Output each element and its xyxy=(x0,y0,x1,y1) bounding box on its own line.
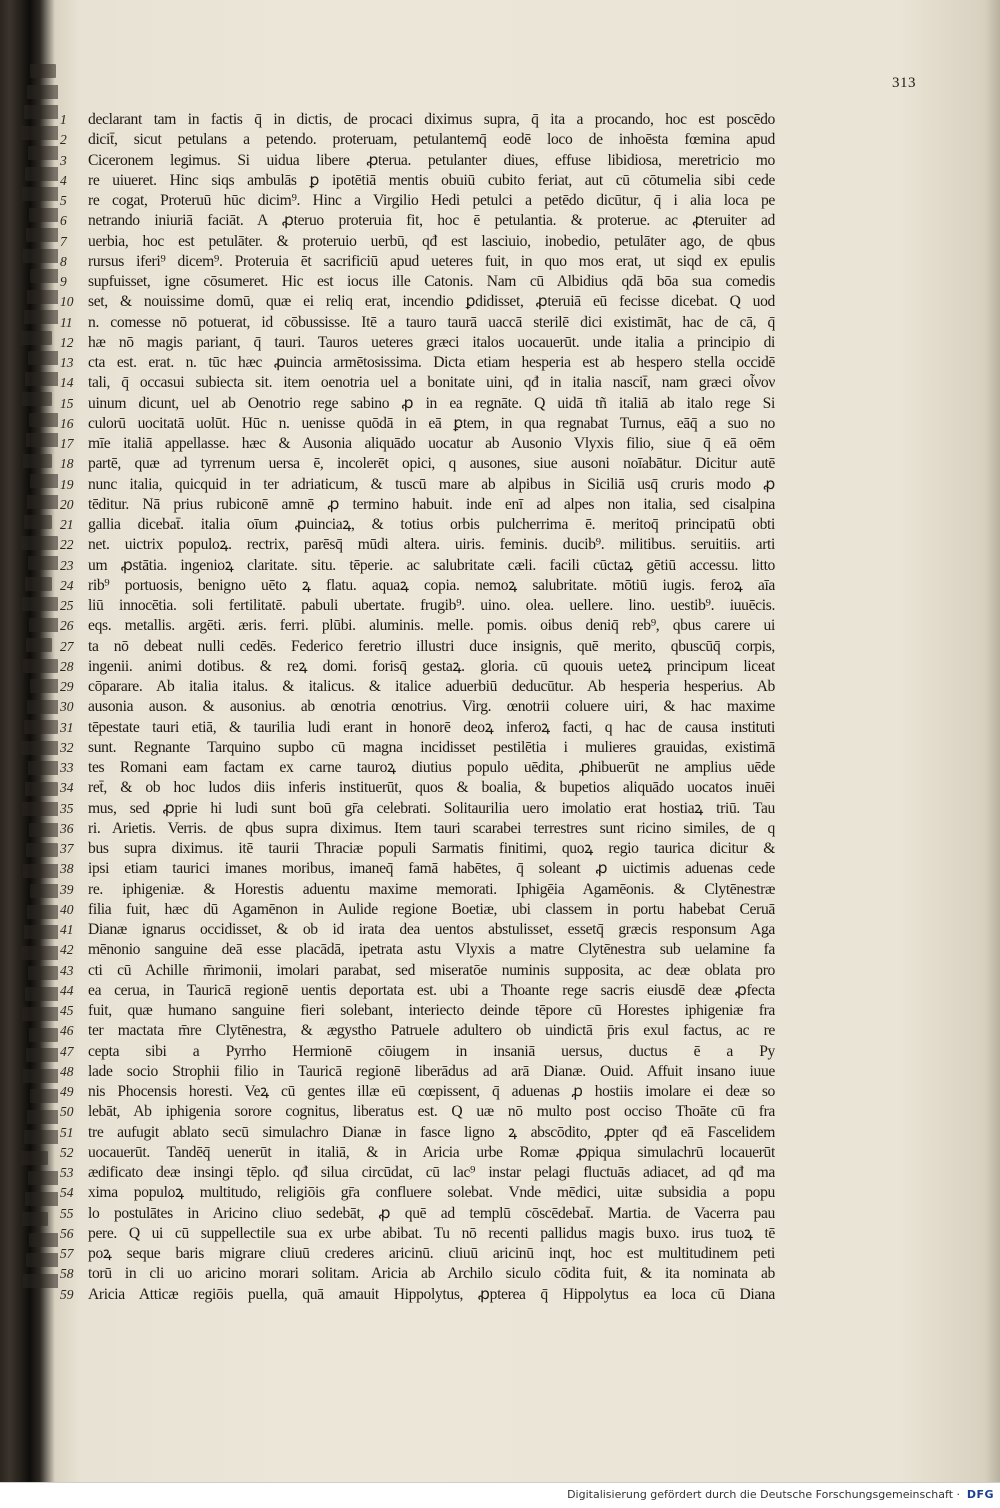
line-text: um ꝓstātia. ingenioꝝ claritate. situ. tēperie. ac salubritate cæli. facili cūctaꝝ gētiū accessu. litto xyxy=(88,556,775,574)
facing-text-fragment xyxy=(30,64,56,78)
text-line xyxy=(60,191,775,211)
line-text: ta nō debeat nulli cedēs. Federico feretrio illustri duce insignis, quē merito, qbuscūq̄ corpis, xyxy=(88,637,775,655)
text-line xyxy=(60,819,775,839)
line-text: tre aufugit ablato secū simulachro Dianæ in fasce ligno ꝝ abscōdito, ꝓpter qđ eā Fascelidem xyxy=(88,1123,775,1141)
facing-text-fragment xyxy=(30,679,58,693)
line-text: supfuisset, igne cōsumeret. Hic est iocus ille Catonis. Nam cū Albidius qdā bōa sua comedis xyxy=(88,273,775,290)
text-line xyxy=(60,1285,775,1305)
facing-text-fragment xyxy=(28,966,58,980)
text-line xyxy=(60,596,775,616)
line-number: 31 xyxy=(60,719,74,735)
facing-text-fragment xyxy=(24,1130,58,1144)
line-text: n. comesse nō potuerat, id cōbussisse. Itē a tauro taurā uaccā sterilē dici existimāt, hac de cā, q̄ xyxy=(88,313,775,331)
line-number: 52 xyxy=(60,1144,74,1160)
line-text: Dianæ ignarus occidisset, & ob id irata dea uentos abstulisset, essetq̄ græcis responsum Aga xyxy=(88,921,775,938)
line-number: 8 xyxy=(60,253,67,269)
facing-text-fragment xyxy=(28,351,58,365)
line-number: 41 xyxy=(60,922,74,937)
line-text: Ciceronem legimus. Si uidua libere ꝓterua. petulanter diues, effuse libidiosa, meretricio mo xyxy=(88,151,775,169)
line-number: 1 xyxy=(60,112,67,127)
line-number: 7 xyxy=(60,233,67,249)
line-number: 25 xyxy=(60,598,74,613)
text-line xyxy=(60,758,775,778)
facing-text-fragment xyxy=(22,187,58,201)
line-text: tali, q̄ occasui subiecta sit. item oenotria uel a bonitate uini, qđ in italia nascit̄, nam græci οἶνον xyxy=(88,374,775,392)
line-number: 18 xyxy=(60,456,74,472)
line-number: 10 xyxy=(60,294,74,310)
facing-text-fragment xyxy=(26,843,58,857)
line-number: 12 xyxy=(60,334,74,350)
line-text: cōparare. Ab italia italus. & italicus. & italice aduerbiū deducūtur. Ab hesperia hesperius. Ab xyxy=(88,678,775,695)
line-number: 50 xyxy=(60,1104,74,1120)
facing-text-fragment xyxy=(27,700,58,714)
text-line xyxy=(60,535,775,555)
line-number: 49 xyxy=(60,1084,74,1099)
text-line xyxy=(60,556,775,576)
text-line xyxy=(60,859,775,879)
line-text: ret̄, & ob hoc ludos diis inferis instituerūt, quos & boalia, & bupetios aliquādo uocatos inuēi xyxy=(88,779,775,797)
line-number: 46 xyxy=(60,1023,74,1039)
line-number: 5 xyxy=(60,193,67,208)
line-text: declarant tam in factis q̄ in dictis, de procaci diximus supra, q̄ ita a procando, hoc est poscēdo xyxy=(88,111,775,128)
text-line xyxy=(60,920,775,940)
line-number: 9 xyxy=(60,274,67,289)
line-number: 42 xyxy=(60,942,74,958)
facing-text-fragment xyxy=(26,1048,58,1062)
line-number: 34 xyxy=(60,780,74,796)
text-line xyxy=(60,434,775,454)
facing-text-fragment xyxy=(30,884,58,898)
facing-text-fragment xyxy=(29,208,58,222)
facing-text-fragment xyxy=(27,495,58,509)
text-line xyxy=(60,1163,775,1183)
facing-text-fragment xyxy=(30,269,58,283)
line-number: 29 xyxy=(60,679,74,694)
line-text: nunc italia, quicquid in ter adriaticum, & tuscū mare ab alpibus in Siciliā usq̄ cruris modo ꝓ xyxy=(88,475,775,493)
line-text: ri. Arietis. Verris. de qbus supra diximus. Item tauri scarabei terrestres sunt ricino similes, de q xyxy=(88,819,775,837)
facing-text-fragment xyxy=(21,536,58,550)
text-line xyxy=(60,616,775,636)
line-text: re uiueret. Hinc siqs ambulās ꝑ ipotētiā mentis obuiū cubito feriat, aut cū cōtumelia sibi cede xyxy=(88,171,775,189)
facing-text-fragment xyxy=(21,1151,48,1165)
facing-text-fragment xyxy=(26,1253,58,1267)
line-text: pere. Q ui cū suppellectile sua ex urbe abibat. Tu nō recenti pallidus magis buxo. irus tuoꝝ tē xyxy=(88,1224,775,1242)
line-text: ædificato deæ insingi tēplo. qđ silua circūdat, cū lac⁹ instar pelagi fluctuās adiacet, ad qđ ma xyxy=(88,1164,775,1181)
text-line xyxy=(60,1123,775,1143)
line-number: 47 xyxy=(60,1043,74,1059)
facing-text-fragment xyxy=(23,1069,58,1083)
facing-text-fragment xyxy=(23,864,58,878)
line-number: 4 xyxy=(60,172,67,188)
line-number: 59 xyxy=(60,1286,74,1302)
line-text: gallia dicebat̄. italia oīum ꝓuinciaꝝ, & totius orbis pulcherrima ē. meritoq̄ principatū obti xyxy=(88,516,775,533)
line-number: 53 xyxy=(60,1165,74,1180)
text-block xyxy=(60,110,775,1305)
text-line xyxy=(60,130,775,150)
line-number: 38 xyxy=(60,861,74,877)
text-line xyxy=(60,1204,775,1224)
text-line xyxy=(60,292,775,312)
text-line xyxy=(60,211,775,231)
line-text: nis Phocensis horesti. Veꝝ cū gentes illæ eū cœpissent, q̄ aduenas ꝓ hostiis imolare ei deæ so xyxy=(88,1083,775,1100)
facing-text-fragment xyxy=(25,987,58,1001)
text-line xyxy=(60,718,775,738)
text-line xyxy=(60,1102,775,1122)
text-line xyxy=(60,515,775,535)
line-number: 30 xyxy=(60,699,74,715)
line-number: 21 xyxy=(60,517,74,532)
line-number: 13 xyxy=(60,355,74,370)
line-text: tēpestate tauri etiā, & taurilia ludi erant in honorē deoꝝ inferoꝝ facti, q hac de causa instituti xyxy=(88,718,775,736)
line-text: fuit, quæ humano sanguine fieri solebant, interiecto deinde tēpore cū Horestes iphigeniæ fra xyxy=(88,1002,775,1019)
line-text: mīe italiā appellasse. hæc & Ausonia aliquādo uocatur ab Ausonio Vlyxis filio, siue q̄ eā oēm xyxy=(88,435,775,452)
facing-text-fragment xyxy=(29,1233,58,1247)
text-line xyxy=(60,1244,775,1264)
text-line xyxy=(60,981,775,1001)
line-text: ingenii. animi dotibus. & reꝝ domi. forisq̄ gestaꝝ. gloria. cū quouis ueteꝝ principum liceat xyxy=(88,657,775,675)
facing-text-fragment xyxy=(25,1192,58,1206)
line-text: Aricia Atticæ regiōis puella, quā amauit Hippolytus, ꝓpterea q̄ Hippolytus ea loca cū Diana xyxy=(88,1285,775,1303)
facing-text-fragment xyxy=(22,1007,58,1021)
line-number: 48 xyxy=(60,1063,74,1079)
line-number: 24 xyxy=(60,577,74,593)
facing-page-edge xyxy=(0,60,58,1320)
text-line xyxy=(60,1042,775,1062)
line-text: partē, quæ ad tyrrenum uersa ē, incolerēt opici, q ausones, siue ausoni noīabātur. Dicitur autē xyxy=(88,455,775,473)
facing-text-fragment xyxy=(26,433,58,447)
line-text: culorū uocitatā uolūt. Hūc n. uenisse quōdā in eā ꝑtem, in qua regnabat Turnus, eāq̄ a suo no xyxy=(88,414,775,432)
line-number: 3 xyxy=(60,152,67,168)
line-number: 19 xyxy=(60,476,74,492)
text-line xyxy=(60,313,775,333)
footer-bar xyxy=(0,1482,1000,1508)
line-text: uocauerūt. Tandēq̄ uenerūt in italiā, & in Aricia urbe Romæ ꝓpiqua simulachrū locauerūt xyxy=(88,1143,775,1161)
line-number: 33 xyxy=(60,760,74,775)
text-line xyxy=(60,961,775,981)
facing-text-fragment xyxy=(28,146,58,160)
facing-text-fragment xyxy=(24,515,52,529)
text-line xyxy=(60,778,775,798)
text-line xyxy=(60,1001,775,1021)
line-number: 43 xyxy=(60,962,74,978)
line-text: sunt. Regnante Tarquino supbo cū magna incidisset pestilētia i mulieres grauidas, existimā xyxy=(88,738,775,756)
text-line xyxy=(60,232,775,252)
text-line xyxy=(60,637,775,657)
facing-text-fragment xyxy=(25,782,58,796)
facing-text-fragment xyxy=(29,823,58,837)
line-number: 22 xyxy=(60,537,74,553)
text-line xyxy=(60,1224,775,1244)
facing-text-fragment xyxy=(21,741,58,755)
line-number: 56 xyxy=(60,1225,74,1241)
facing-text-fragment xyxy=(22,802,58,816)
text-line xyxy=(60,576,775,596)
facing-text-fragment xyxy=(24,310,58,324)
facing-text-fragment xyxy=(25,577,52,591)
text-line xyxy=(60,738,775,758)
text-line xyxy=(60,394,775,414)
dfg-logo: DFG xyxy=(966,1488,994,1501)
line-text: dicit̄, sicut petulans a petendo. proteruam, petulantemq̄ eodē loco de inhoēsta fœmina apud xyxy=(88,131,775,149)
line-number: 55 xyxy=(60,1205,74,1221)
facing-text-fragment xyxy=(27,85,58,99)
line-text: cepta sibi a Pyrrho Hermionē cōiugem in insaniā uersus, ductus ē a Py xyxy=(88,1042,775,1060)
line-text: lo postulātes in Aricino cliuo sedebāt, ꝓ quē ad templū cōscēdebat̄. Martia. de Vacerra pau xyxy=(88,1204,775,1222)
text-line xyxy=(60,799,775,819)
line-text: ipsi etiam taurici imanes moribus, imaneq̄ famā habētes, q̄ soleant ꝓ uictimis aduenas cede xyxy=(88,860,775,878)
line-text: mēnonio sanguine deā esse placādā, ipetrata astu Vlyxis a matre Clytēnestra sub uelamine fa xyxy=(88,941,775,959)
line-text: uerbia, hoc est petulāter. & proteruio uerbū, qđ est lasciuio, inobedio, petulāter ago, de qbus xyxy=(88,232,775,250)
line-number: 27 xyxy=(60,638,74,654)
line-number: 35 xyxy=(60,800,74,816)
text-line xyxy=(60,1062,775,1082)
facing-text-fragment xyxy=(23,249,58,263)
line-text: hæ nō magis pariant, q̄ tauri. Tauros ueteres græci italos uocauerūt. unde italia a principio di xyxy=(88,333,775,351)
line-text: eqs. metallis. argēti. æris. ferri. plūbi. aluminis. melle. pomis. oibus deniq̄ reb⁹, qbus carere ui xyxy=(88,617,775,635)
facing-text-fragment xyxy=(29,618,58,632)
line-number: 39 xyxy=(60,881,74,897)
line-number: 16 xyxy=(60,415,74,431)
facing-text-fragment xyxy=(26,638,52,652)
line-text: ea cerua, in Tauricā regionē uentis deportata est. ubi a Thoante rege sacris eiusdē deæ ꝓfecta xyxy=(88,981,775,999)
line-number: 26 xyxy=(60,618,74,634)
text-line xyxy=(60,373,775,393)
facing-text-fragment xyxy=(23,454,52,468)
line-number: 45 xyxy=(60,1003,74,1018)
text-line xyxy=(60,697,775,717)
facing-text-fragment xyxy=(21,946,58,960)
line-number: 32 xyxy=(60,739,74,755)
line-text: ter mactata m̄re Clytēnestra, & ægystho Patruele adultero ob uindictā p̄ris exul factus, ac re xyxy=(88,1022,775,1040)
line-number: 54 xyxy=(60,1185,74,1201)
line-text: re. iphigeniæ. & Horestis aduentu maxime memorati. Iphigēia Agamēonis. & Clytēnestræ xyxy=(88,880,775,898)
text-line xyxy=(60,252,775,272)
facing-text-fragment xyxy=(22,1212,48,1226)
line-number: 37 xyxy=(60,841,74,856)
line-text: rib⁹ portuosis, benigno uēto ꝝ flatu. aquaꝝ copia. nemoꝝ salubritate. mōtiū iugis. feroꝝ aīa xyxy=(88,576,775,594)
line-number: 2 xyxy=(60,132,67,148)
line-number: 58 xyxy=(60,1266,74,1282)
text-line xyxy=(60,839,775,859)
line-text: mus, sed ꝓprie hi ludi sunt boū gr̄a celebrati. Solitaurilia uero imolatio erat hostiaꝝ triū. Tau xyxy=(88,799,775,817)
line-text: lade socio Strophii filio in Tauricā regionē liberādus ad arā Dianæ. Ouid. Affuit insano iuue xyxy=(88,1062,775,1080)
facing-text-fragment xyxy=(22,392,52,406)
line-number: 11 xyxy=(60,314,73,330)
text-line xyxy=(60,940,775,960)
text-line xyxy=(60,454,775,474)
line-text: tēditur. Nā prius rubiconē amnē ꝓ termino habuit. inde enī ad alpes non italia, sed cisalpina xyxy=(88,495,775,513)
line-number: 51 xyxy=(60,1124,74,1140)
line-number: 44 xyxy=(60,982,74,998)
footer-credit: Digitalisierung gefördert durch die Deutsche Forschungsgemeinschaft · xyxy=(567,1488,960,1501)
text-line xyxy=(60,272,775,292)
line-number: 23 xyxy=(60,557,74,573)
facing-text-fragment xyxy=(30,474,58,488)
line-text: xima populoꝝ multitudo, religiōis gr̄a confluere solebat. Vnde mēdici, uitæ subsidia a popu xyxy=(88,1184,775,1202)
line-number: 6 xyxy=(60,213,67,229)
facing-text-fragment xyxy=(28,1171,58,1185)
facing-text-fragment xyxy=(29,1028,58,1042)
facing-text-fragment xyxy=(25,167,58,181)
text-line xyxy=(60,677,775,697)
line-number: 57 xyxy=(60,1246,74,1261)
text-line xyxy=(60,151,775,171)
line-text: uinum dicunt, uel ab Oenotrio rege sabino ꝓ in ea regnāte. Q uidā tñ italiā ab italo rege Si xyxy=(88,394,775,412)
facing-text-fragment xyxy=(21,331,52,345)
text-line xyxy=(60,1183,775,1203)
text-line xyxy=(60,171,775,191)
line-text: set, & nouissime domū, quæ ei reliq erat, incendio ꝑdidisset, ꝓteruiā eū fecisse dicebat. Q uod xyxy=(88,293,775,311)
facing-text-fragment xyxy=(30,1089,58,1103)
facing-text-fragment xyxy=(21,126,58,140)
line-number: 36 xyxy=(60,820,74,836)
line-text: lebāt, Ab iphigenia sorore cognitus, liberatus est. Q uæ nō multo post occiso Thoāte cū fra xyxy=(88,1103,775,1121)
text-line xyxy=(60,475,775,495)
line-text: tes Romani eam factam ex carne tauroꝝ diutius populo uēdita, ꝓhibuerūt ne amplius uēde xyxy=(88,759,775,776)
line-number: 15 xyxy=(60,395,74,411)
line-text: rursus iferi⁹ dicem⁹. Proteruia ēt sacrificiū apud ueteres fuit, in quo mos erat, ut siqd ex epulis xyxy=(88,252,775,270)
line-text: poꝝ seque baris migrare cliuū crederes aricinū. cliuū aricinū inqt, hoc est multitudinem peti xyxy=(88,1245,775,1262)
text-line xyxy=(60,1143,775,1163)
text-line xyxy=(60,333,775,353)
facing-text-fragment xyxy=(24,720,58,734)
facing-text-fragment xyxy=(24,925,58,939)
facing-text-fragment xyxy=(23,659,58,673)
line-number: 40 xyxy=(60,901,74,917)
facing-text-fragment xyxy=(27,1110,58,1124)
line-text: torū in cli uo aricino morari solitam. Aricia ab Archilo siculo cōdita fuit, & ita nominata ab xyxy=(88,1265,775,1283)
text-line xyxy=(60,1264,775,1284)
facing-text-fragment xyxy=(28,556,58,570)
line-number: 20 xyxy=(60,496,74,512)
facing-text-fragment xyxy=(22,597,58,611)
line-text: bus supra diximus. itē taurii Thraciæ populi Sarmatis finitimi, quoꝝ regio taurica dicitur & xyxy=(88,840,775,857)
facing-text-fragment xyxy=(25,372,58,386)
text-line xyxy=(60,110,775,130)
line-number: 17 xyxy=(60,436,74,451)
line-text: re cogat, Proteruū hūc dicim⁹. Hinc a Virgilio Hedi petulci a petēdo dicūtur, q̄ i alia loca pe xyxy=(88,192,775,209)
text-line xyxy=(60,1082,775,1102)
line-text: net. uictrix populoꝝ. rectrix, parēsq̄ mūdi altera. uiris. feminis. ducib⁹. militibus. seruitiis. arti xyxy=(88,536,775,554)
line-number: 28 xyxy=(60,658,74,674)
text-line xyxy=(60,900,775,920)
facing-text-fragment xyxy=(27,905,58,919)
facing-text-fragment xyxy=(23,1274,58,1288)
text-line xyxy=(60,414,775,434)
text-line xyxy=(60,657,775,677)
facing-text-fragment xyxy=(29,413,58,427)
facing-text-fragment xyxy=(27,290,58,304)
facing-text-fragment xyxy=(28,761,58,775)
line-text: netrando iniuriā faciāt. A ꝓteruo proteruia fit, hoc ē petulantia. & proterue. ac ꝓteruiter ad xyxy=(88,212,775,230)
text-line xyxy=(60,495,775,515)
line-text: liū innocētia. soli fertilitatē. pabuli ubertate. frugib⁹. uino. olea. uellere. lino. uestib⁹. iuuēcis. xyxy=(88,597,775,614)
line-text: cti cū Achille m̄rimonii, imolari parabat, sed miseratōe numinis supposita, ac deæ oblata pro xyxy=(88,961,775,979)
page-number: 313 xyxy=(892,75,916,91)
line-text: filia fuit, hæc dū Agamēnon in Aulide regione Boetiæ, ubi classem in portu habebat Ceruā xyxy=(88,900,775,918)
text-line xyxy=(60,1021,775,1041)
line-number: 14 xyxy=(60,375,74,391)
text-line xyxy=(60,880,775,900)
line-text: cta est. erat. n. tūc hæc ꝓuincia armētosissima. Dicta etiam hesperia est ab hespero stella occidē xyxy=(88,354,775,371)
text-line xyxy=(60,353,775,373)
facing-text-fragment xyxy=(24,105,58,119)
facing-text-fragment xyxy=(26,228,58,242)
line-text: ausonia auson. & ausonius. ab œnotria œnotrius. Virg. œnotrii coluere uiri, & hac maxime xyxy=(88,698,775,716)
